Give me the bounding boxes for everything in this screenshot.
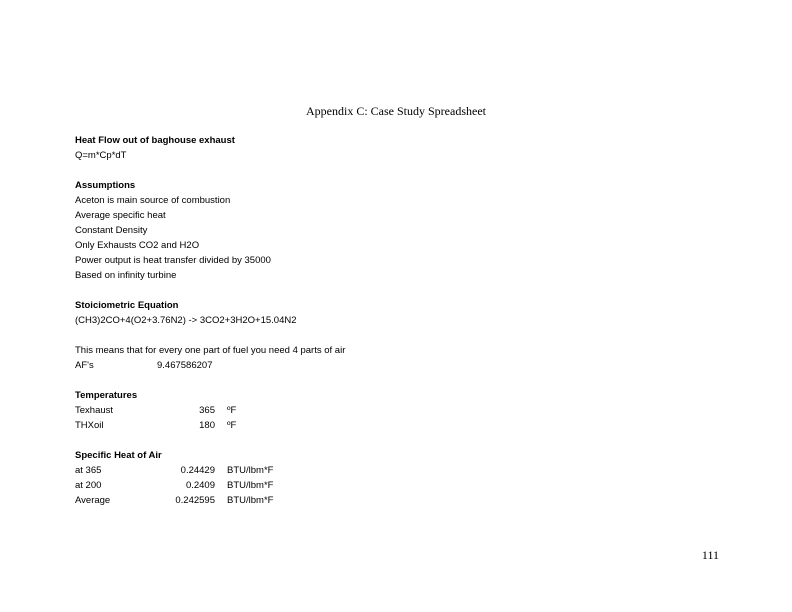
specific-heat-unit: BTU/lbm*F xyxy=(227,495,274,506)
temperature-unit: ºF xyxy=(227,405,237,416)
assumption-item: Power output is heat transfer divided by 35000 xyxy=(75,255,271,266)
spacer xyxy=(75,328,715,343)
temperature-row xyxy=(75,418,715,433)
af-label: AF's xyxy=(75,360,94,371)
spreadsheet-content xyxy=(75,133,715,508)
specific-heat-unit: BTU/lbm*F xyxy=(227,480,274,491)
stoich-equation: (CH3)2CO+4(O2+3.76N2) -> 3CO2+3H2O+15.04N2 xyxy=(75,315,297,326)
spacer xyxy=(75,163,715,178)
temperature-value: 180 xyxy=(199,420,215,431)
specific-heat-unit: BTU/lbm*F xyxy=(227,465,274,476)
assumption-item: Aceton is main source of combustion xyxy=(75,195,231,206)
heat-flow-heading: Heat Flow out of baghouse exhaust xyxy=(75,135,235,146)
temperature-value: 365 xyxy=(199,405,215,416)
assumption-item: Constant Density xyxy=(75,225,148,236)
stoich-heading: Stoiciometric Equation xyxy=(75,300,179,311)
temperatures-heading: Temperatures xyxy=(75,390,138,401)
temperature-label: THXoil xyxy=(75,420,104,431)
specific-heat-value: 0.24429 xyxy=(180,465,215,476)
specific-heat-value: 0.2409 xyxy=(185,480,215,491)
af-value: 9.467586207 xyxy=(157,360,213,371)
temperature-unit: ºF xyxy=(227,420,237,431)
spacer xyxy=(75,283,715,298)
af-row xyxy=(75,358,715,373)
page-title: Appendix C: Case Study Spreadsheet xyxy=(306,104,486,118)
heat-flow-formula: Q=m*Cp*dT xyxy=(75,150,127,161)
specific-heat-row xyxy=(75,478,715,493)
assumption-item: Based on infinity turbine xyxy=(75,270,177,281)
specific-heat-value: 0.242595 xyxy=(175,495,215,506)
temperature-row xyxy=(75,403,715,418)
spacer xyxy=(75,373,715,388)
specific-heat-heading: Specific Heat of Air xyxy=(75,450,162,461)
temperature-label: Texhaust xyxy=(75,405,114,416)
specific-heat-label: Average xyxy=(75,495,111,506)
spacer xyxy=(75,433,715,448)
stoich-note: This means that for every one part of fuel you need 4 parts of air xyxy=(75,345,346,356)
specific-heat-label: at 200 xyxy=(75,480,102,491)
specific-heat-label: at 365 xyxy=(75,465,102,476)
specific-heat-row xyxy=(75,493,715,508)
assumptions-heading: Assumptions xyxy=(75,180,136,191)
page-number: 111 xyxy=(701,548,719,562)
assumption-item: Average specific heat xyxy=(75,210,166,221)
assumption-item: Only Exhausts CO2 and H2O xyxy=(75,240,200,251)
specific-heat-row xyxy=(75,463,715,478)
